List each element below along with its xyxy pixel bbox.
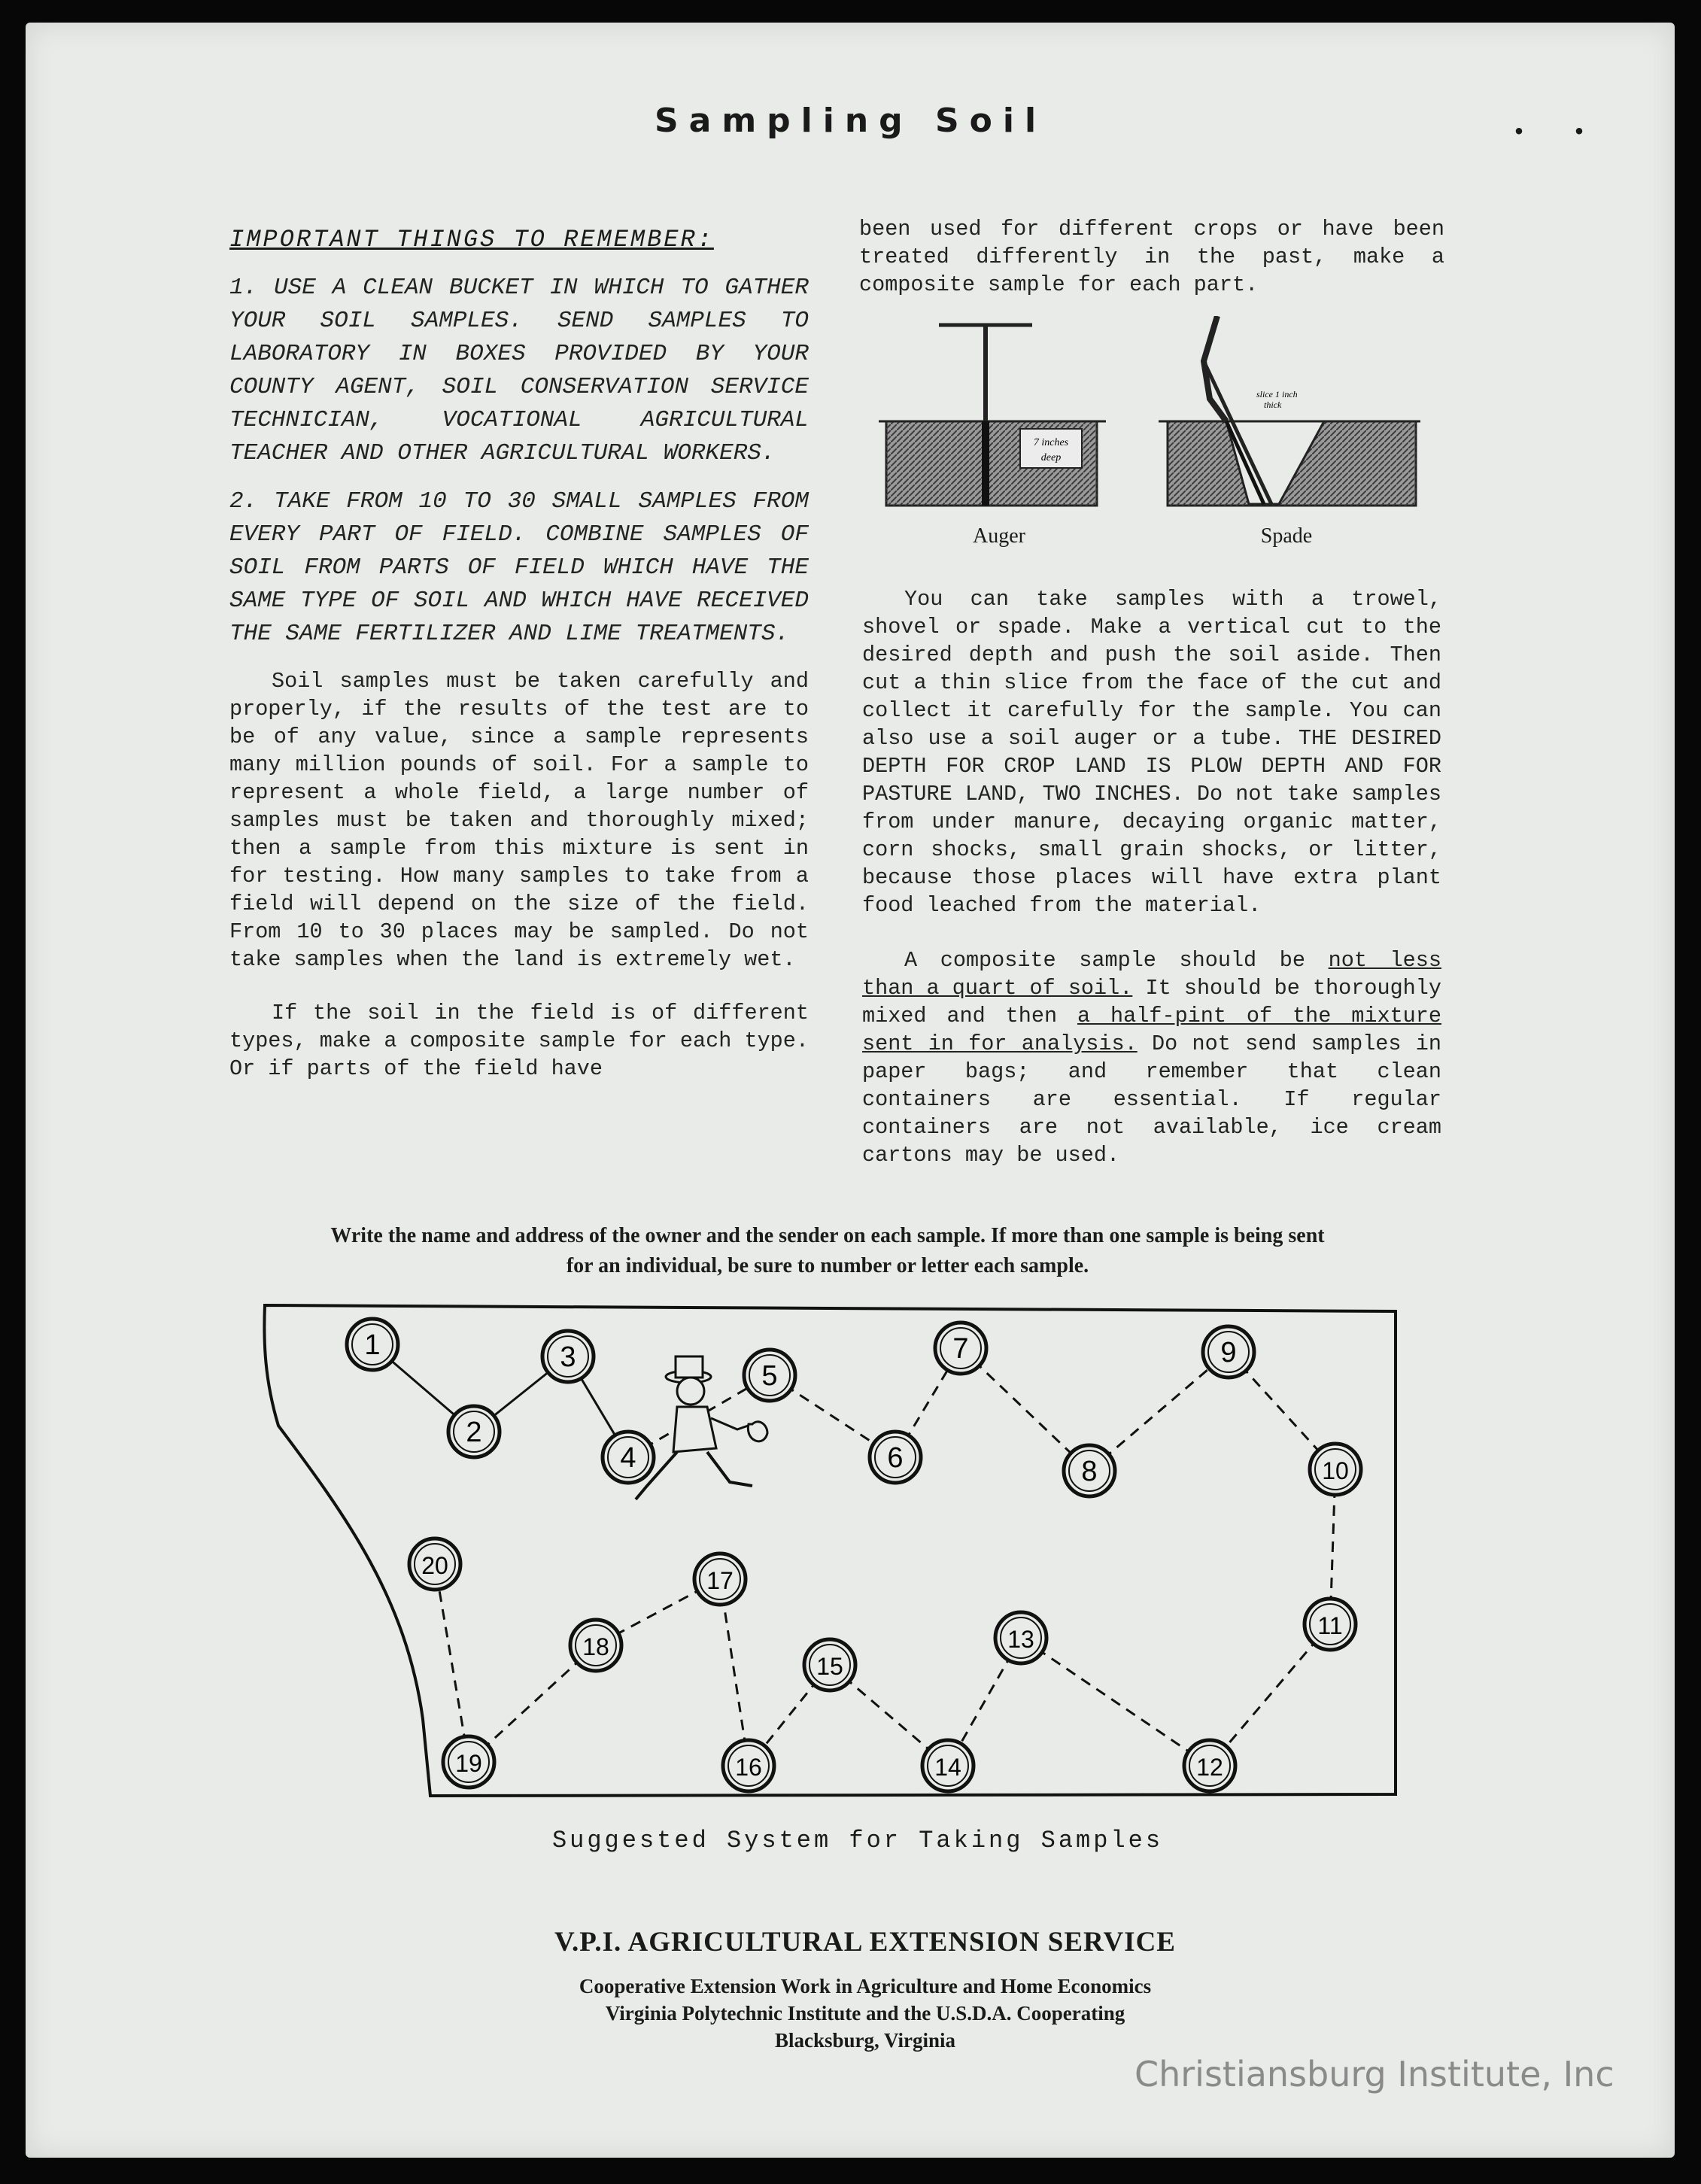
sample-point-13 [995,1612,1046,1663]
sample-point-number: 9 [1220,1337,1237,1368]
sample-point-19 [443,1736,494,1788]
sample-point-number: 12 [1196,1754,1223,1781]
sample-point-1 [347,1319,398,1370]
sample-point-10 [1310,1444,1361,1495]
sample-path-segment [720,1579,749,1766]
sample-point-6 [870,1432,921,1483]
sample-point-number: 6 [887,1442,904,1474]
footer-title: V.P.I. AGRICULTURAL EXTENSION SERVICE [554,1927,1176,1958]
right-paragraph-1: You can take samples with a trowel, shovel or spade. Make a vertical cut to the desired depth and push the soil aside. Then cut a thin slice from the face of the cut and collect it carefully for the sample. You can also use a soil auger or a tube. THE DESIRED DEPTH FOR CROP LAND IS PLOW DEPTH AND FOR PASTURE LAND, TWO INCHES. Do not take samples from under manure, decaying organic matter, corn shocks, small grain shocks, or litter, because those places will have extra plant food leached from the material. [862,587,1441,918]
auger-label: Auger [973,524,1025,548]
instruction-item-1: 1. USE A CLEAN BUCKET IN WHICH TO GATHER YOUR SOIL SAMPLES. SEND SAMPLES TO LABORATORY IN BOXES PROVIDED BY YOUR COUNTY AGENT, SOIL CONSERVATION SERVICE TECHNICIAN, VOCATIONAL AGRICULTURAL TEACHER AND OTHER AGRICULTURAL WORKERS. [229,275,809,466]
sample-path-segment [1210,1624,1330,1766]
sample-point-3 [542,1331,594,1382]
sample-point-16 [723,1740,774,1791]
sample-point-number: 20 [421,1552,448,1579]
spade-label: Spade [1260,524,1313,548]
field-diagram [256,1298,1407,1809]
sample-point-number: 17 [706,1567,734,1594]
sample-point-17 [694,1554,746,1605]
sample-point-7 [935,1323,986,1374]
sample-point-number: 11 [1317,1612,1343,1639]
labeling-instruction: Write the name and address of the owner and the sender on each sample. If more than one sample is being sent for an individual, be sure to number or letter each sample. [330,1224,1325,1277]
svg-text:deep: deep [1040,452,1062,463]
sample-point-number: 1 [364,1329,381,1361]
auger-note: 7 inches [1033,437,1069,448]
sample-point-number: 10 [1322,1457,1349,1484]
important-heading: IMPORTANT THINGS TO REMEMBER: [229,226,714,254]
sample-point-number: 4 [620,1442,636,1474]
left-paragraph-2: If the soil in the field is of different types, make a composite sample for each type. Or if parts of the field have [229,1001,809,1081]
svg-text:thick: thick [1264,399,1282,410]
half-pint-underline: a half-pint of the mixture sent in for analysis. [862,1004,1441,1056]
footer-line-3: Blacksburg, Virginia [774,2029,956,2052]
quart-underline: not less than a quart of soil. [862,948,1441,1001]
left-paragraph-1: Soil samples must be taken carefully and properly, if the results of the test are to be of any value, since a sample represents many million pounds of soil. For a sample to represent a whole field, a large number of samples must be taken and thoroughly mixed; then a sample from this mixture is sent in for testing. How many samples to take from a field will depend on the size of the field. From 10 to 30 places may be sampled. Do not take samples when the land is extremely wet. [229,669,809,972]
spade-illustration [1159,316,1420,506]
margin-dots: • • [1512,120,1603,146]
sample-point-number: 13 [1007,1626,1034,1653]
diagram-caption: Suggested System for Taking Samples [551,1827,1164,1854]
sample-point-12 [1184,1740,1235,1791]
right-continuation: been used for different crops or have been treated differently in the past, make a composite sample for each part. [859,217,1444,297]
right-column-lower [862,585,1441,1169]
sample-point-14 [922,1740,974,1791]
sample-point-number: 14 [934,1754,961,1781]
footer-line-1: Cooperative Extension Work in Agriculture and Home Economics [579,1975,1152,1997]
spade-note: slice 1 inch [1256,389,1298,399]
sample-point-number: 2 [466,1417,482,1448]
right-paragraph-2: A composite sample should be not less than a quart of soil. It should be thoroughly mixed and then a half-pint of the mixture sent in for analysis. Do not send samples in paper bags; and remember that clean containers are essential. If regular containers are not available, ice cream cartons may be used. [862,948,1442,1168]
sample-point-5 [744,1350,795,1401]
footer-line-2: Virginia Polytechnic Institute and the U.S.D.A. Cooperating [605,2002,1125,2025]
right-column [859,215,1444,299]
sample-point-4 [603,1432,654,1483]
sample-point-18 [570,1620,621,1671]
sample-point-11 [1305,1599,1356,1650]
sample-path-segment [1021,1638,1210,1766]
sampling-tools-figure [873,316,1422,557]
page-title: Sampling Soil [654,102,1047,140]
sample-point-8 [1064,1445,1115,1496]
sample-point-2 [448,1406,500,1457]
auger-illustration [879,325,1106,506]
sample-point-number: 19 [455,1750,482,1777]
sample-point-15 [804,1639,855,1690]
sample-point-20 [409,1539,460,1590]
sample-point-number: 15 [816,1653,843,1680]
sample-point-number: 3 [560,1341,576,1373]
sample-point-number: 18 [582,1633,609,1660]
left-column [229,226,809,1083]
sample-point-number: 5 [761,1360,778,1392]
instruction-item-2: 2. TAKE FROM 10 TO 30 SMALL SAMPLES FROM EVERY PART OF FIELD. COMBINE SAMPLES OF SOIL FROM PARTS OF FIELD WHICH HAVE THE SAME TYPE OF SOIL AND WHICH HAVE RECEIVED THE SAME FERTILIZER AND LIME TREATMENTS. [229,488,809,647]
sample-point-9 [1203,1326,1254,1378]
sample-point-number: 8 [1081,1456,1098,1487]
sample-point-number: 16 [735,1754,762,1781]
sample-path-segment [435,1564,469,1762]
sample-point-number: 7 [952,1333,969,1365]
watermark: Christiansburg Institute, Inc [1135,2054,1614,2094]
